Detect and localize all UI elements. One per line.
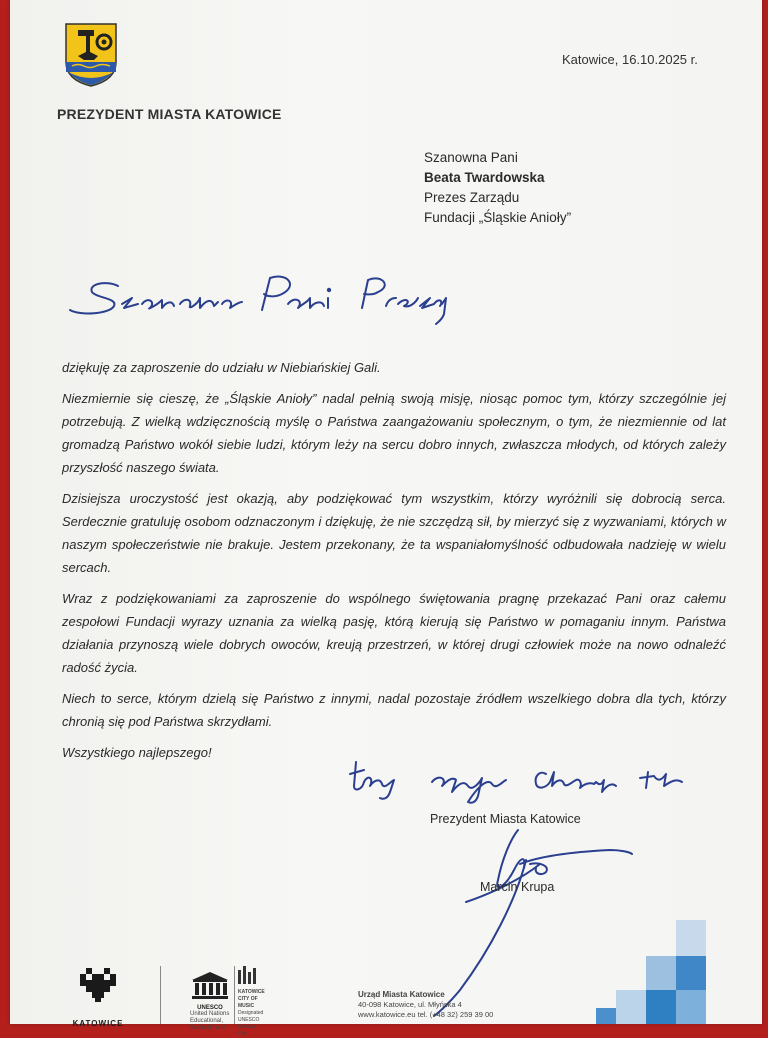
- pixel-tile: [676, 920, 706, 956]
- pixel-tile: [646, 990, 676, 1024]
- pixel-tile: [676, 990, 706, 1024]
- unesco-logos: [190, 966, 265, 1037]
- body-paragraph: Niezmiernie się cieszę, że „Śląskie Anioły” nadal pełnią swoją misję, niosąc pomoc tym, którzy szczególnie jej potrzebują. Z wielką wdzięcznością myślę o Państwa zaangażowaniu społecznym, o tym, że niezmiennie od lat gromadzą Państwo wokół siebie ludzi, którym leży na sercu dobro innych, zwłaszcza młodych, od których zależy przyszłość naszego świata.: [62, 391, 726, 475]
- creative-city-text: KATOWICE CITY OF MUSIC: [238, 989, 265, 1009]
- letter-body: [62, 356, 726, 772]
- katowice-crest-icon: [64, 22, 118, 88]
- katowice-city-logo: [68, 962, 128, 1028]
- handwritten-salutation: [66, 268, 466, 338]
- pixel-tile: [616, 990, 646, 1024]
- letter-paper: [10, 0, 762, 1037]
- addressee-name: Beata Twardowska: [424, 170, 545, 185]
- addressee-salutation: Szanowna Pani: [424, 150, 518, 165]
- creative-city-caption: Designated UNESCO Creative City: [238, 1010, 264, 1037]
- footer-divider: [160, 966, 161, 1024]
- body-closing-wish: Wszystkiego najlepszego!: [62, 745, 212, 760]
- pixel-tile: [596, 1008, 616, 1024]
- office-contact: [358, 990, 493, 1020]
- addressee-role: Prezes Zarządu: [424, 190, 520, 205]
- unesco-caption: United Nations Educational, Scientific and: [190, 1011, 230, 1031]
- pixel-tile: [676, 956, 706, 990]
- body-paragraph: Niech to serce, którym dzielą się Państwo z innymi, nadal pozostaje źródłem wszelkiego dobra dla tych, którzy chronią się pod Państwa skrzydłami.: [62, 691, 726, 729]
- issuer-name: PREZYDENT MIASTA KATOWICE: [57, 106, 282, 122]
- body-paragraph: dziękuję za zaproszenie do udziału w Niebiańskiej Gali.: [62, 360, 381, 375]
- body-paragraph: Wraz z podziękowaniami za zaproszenie do wspólnego świętowania pragnę przekazać Pani oraz całemu zespołowi Fundacji wyrazy uznania za wielką pasję, którą kierują się Państwo w pomaganiu innym. Państwa działania przynoszą wiele dobrych owoców, kreują przestrzeń, w której drugi człowiek może na nowo odnaleźć radość życia.: [62, 591, 726, 675]
- signer-name: Marcin Krupa: [480, 880, 555, 894]
- office-address: 40-098 Katowice, ul. Młyńska 4: [358, 1000, 462, 1009]
- handwritten-closing: [340, 752, 700, 812]
- decorative-pixel-pattern: [596, 920, 716, 1024]
- music-bars-icon: [238, 966, 260, 984]
- pixel-tile: [646, 956, 676, 990]
- creative-city-logo: [234, 966, 266, 1037]
- unesco-text: UNESCO: [197, 1005, 223, 1011]
- office-name: Urząd Miasta Katowice: [358, 990, 445, 999]
- addressee-organization: Fundacji „Śląskie Anioły”: [424, 210, 572, 225]
- katowice-heart-icon: [68, 962, 128, 1006]
- katowice-logo-text: KATOWICE: [72, 1019, 124, 1028]
- body-paragraph: Dzisiejsza uroczystość jest okazją, aby podziękować tym wszystkim, którzy wyróżnili się dobrocią serca. Serdecznie gratuluję osobom odznaczonym i dziękuję, że nie szczędzą sił, by mierzyć się z wyzwaniami, których w naszym społeczeństwie nie brakuje. Jestem przekonany, że ta wspaniałomyślność odbudowała nadzieję w wielu sercach.: [62, 491, 726, 575]
- letter-date: Katowice, 16.10.2025 r.: [562, 52, 698, 67]
- unesco-temple-icon: [190, 970, 230, 1000]
- unesco-temple-logo: [190, 970, 230, 1032]
- signer-title: Prezydent Miasta Katowice: [430, 812, 581, 826]
- addressee-block: [424, 148, 571, 228]
- office-contact-line: www.katowice.eu tel. (+48 32) 259 39 00: [358, 1010, 494, 1019]
